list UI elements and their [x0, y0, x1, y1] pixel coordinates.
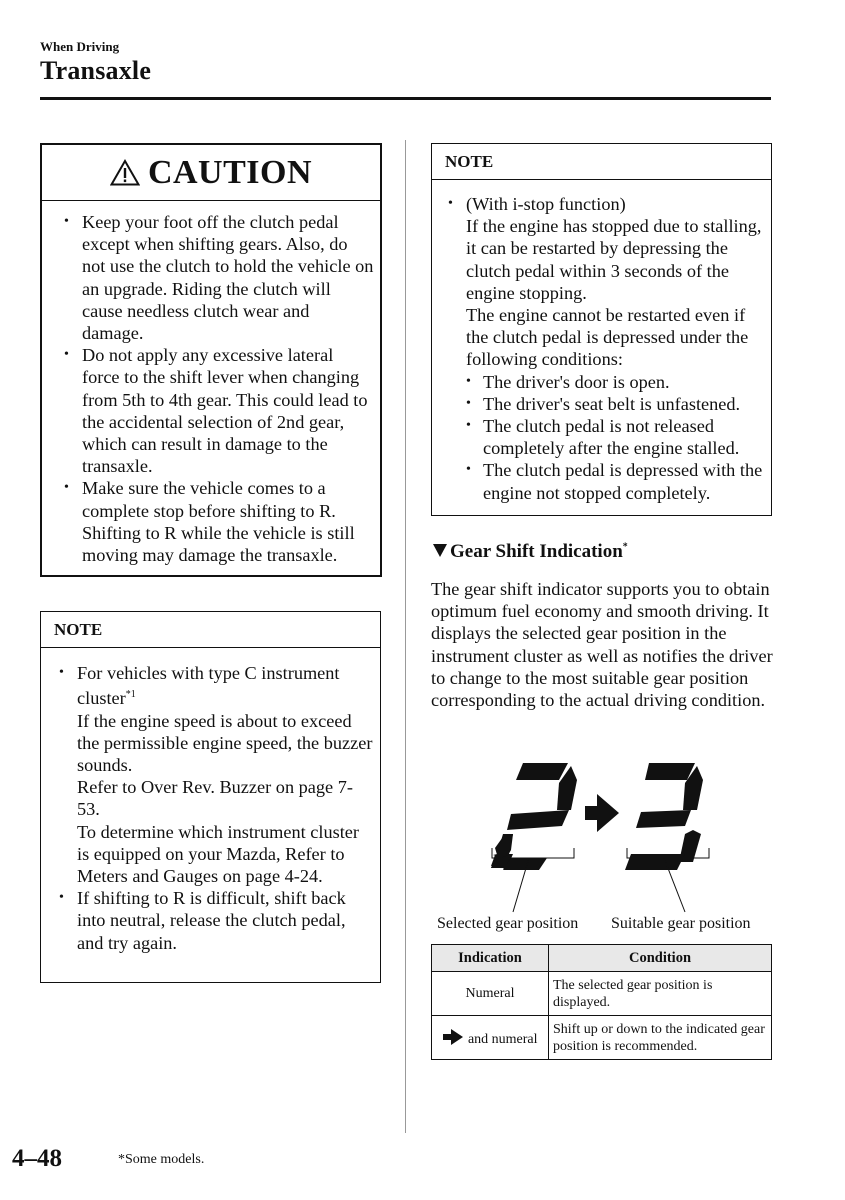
note-box-left — [40, 611, 381, 983]
section-label: When Driving — [40, 39, 120, 54]
column-divider — [405, 140, 406, 1133]
table-cell: The selected gear position is displayed. — [549, 972, 772, 1016]
table-header: Condition — [549, 945, 772, 972]
footnote: *Some models. — [118, 1152, 205, 1167]
table-cell: Numeral — [432, 972, 549, 1016]
figure-label-selected: Selected gear position — [437, 915, 579, 932]
page-number: 4–48 — [12, 1145, 62, 1172]
page-title: Transaxle — [40, 56, 152, 85]
footnote-mark: *1 — [125, 689, 136, 701]
caution-title: CAUTION — [147, 153, 313, 191]
list-item — [43, 662, 374, 887]
note-text: If the engine speed is about to exceed the permissible engine speed, the buzzer sounds. — [77, 710, 373, 775]
note-lead: For vehicles with type C instrument cluster — [77, 663, 340, 709]
footnote-mark: * — [622, 541, 628, 553]
list-item: • The clutch pedal is depressed with the engine not stopped completely. — [466, 459, 765, 503]
list-item: • If shifting to R is difficult, shift back into neutral, release the clutch pedal, and try again. — [43, 887, 374, 954]
caution-header — [42, 145, 380, 201]
list-item: • The driver's door is open. — [466, 371, 765, 393]
figure-label-suitable: Suitable gear position — [611, 915, 751, 932]
right-arrow-icon — [585, 794, 619, 832]
indication-text: and numeral — [467, 1031, 538, 1047]
suitable-gear-digit — [625, 763, 703, 870]
gear-shift-figure — [431, 750, 771, 940]
caution-list — [48, 211, 374, 566]
table-header: Indication — [432, 945, 549, 972]
note-title: NOTE — [432, 144, 771, 180]
table-cell — [432, 1016, 549, 1060]
note-lead: (With i-stop function) — [466, 194, 626, 214]
table-row — [432, 972, 772, 1016]
section-heading — [432, 541, 628, 563]
heading-text: Gear Shift Indication — [450, 541, 623, 562]
indication-table — [431, 944, 772, 1060]
list-item: • Do not apply any excessive lateral force to the shift lever when changing from 5th to 4th gear. This could lead to the accidental selection of 2nd gear, which can result in damage to the transaxle. — [48, 344, 374, 477]
selected-gear-digit — [489, 763, 577, 870]
note-text: To determine which instrument cluster is equipped on your Mazda, Refer to Meters and Gauges on page 4-24. — [77, 821, 360, 886]
table-row — [432, 1016, 772, 1060]
note-list — [43, 662, 374, 954]
note-list — [432, 193, 765, 504]
list-item: • The clutch pedal is not released completely after the engine stalled. — [466, 415, 765, 459]
right-arrow-icon — [442, 1028, 464, 1046]
header-rule — [40, 97, 771, 100]
down-triangle-icon — [432, 543, 448, 558]
list-item: • The driver's seat belt is unfastened. — [466, 393, 765, 415]
list-item — [432, 193, 765, 504]
warning-triangle-icon — [110, 159, 140, 186]
note-box-right — [431, 143, 772, 516]
condition-list — [466, 371, 765, 504]
note-text: If the engine has stopped due to stalling, it can be restarted by depressing the clutch pedal within 3 seconds of the engine stopping. — [466, 216, 762, 303]
gear-shift-paragraph: The gear shift indicator supports you to obtain optimum fuel economy and smooth driving. It displays the selected gear position in the instrument cluster as well as notifies the driver to change to the most suitable gear position corresponding to the actual driving condition. — [431, 579, 773, 711]
table-header-row — [432, 945, 772, 972]
table-cell: Shift up or down to the indicated gear position is recommended. — [549, 1016, 772, 1060]
list-item: • Keep your foot off the clutch pedal except when shifting gears. Also, do not use the clutch to hold the vehicle on an upgrade. Riding the clutch will cause needless clutch wear and damage. — [48, 211, 374, 344]
note-text: Refer to Over Rev. Buzzer on page 7-53. — [77, 777, 353, 820]
caution-box — [40, 143, 382, 577]
note-title: NOTE — [41, 612, 380, 648]
list-item: • Make sure the vehicle comes to a complete stop before shifting to R. Shifting to R while the vehicle is still moving may damage the transaxle. — [48, 477, 374, 566]
note-text: The engine cannot be restarted even if the clutch pedal is depressed under the following conditions: — [466, 305, 749, 370]
